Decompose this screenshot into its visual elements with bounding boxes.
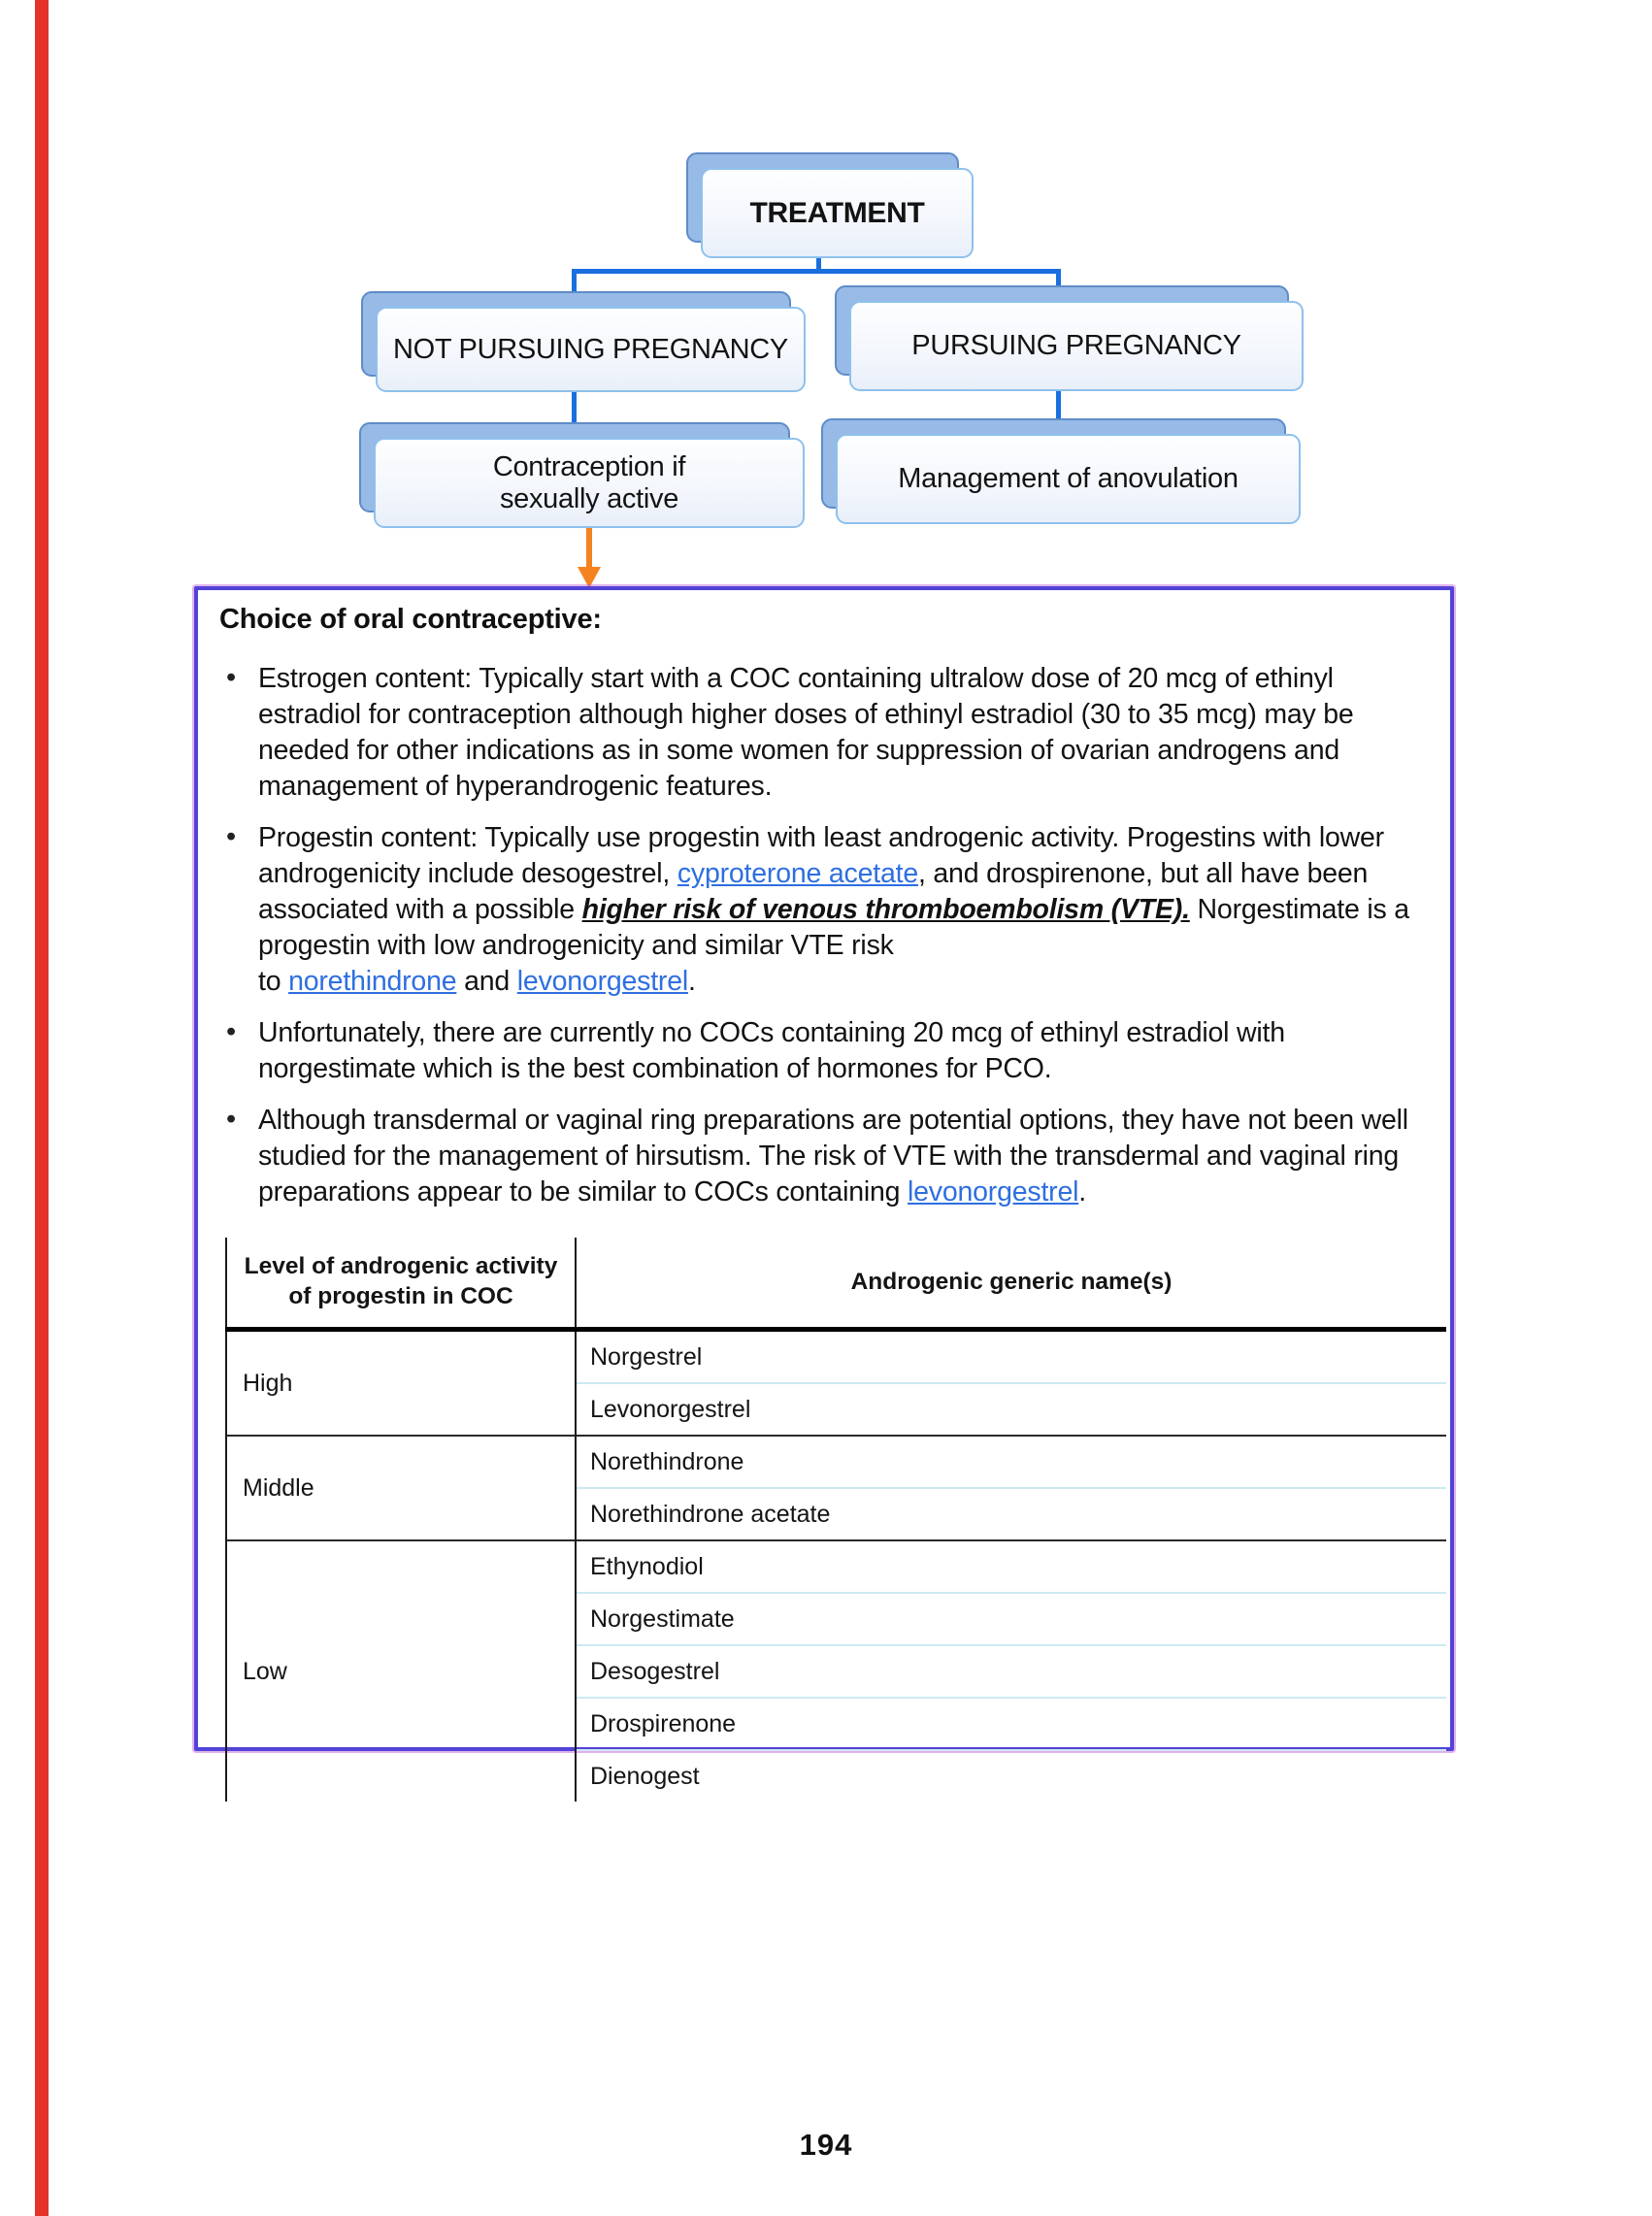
node-label: Contraception if sexually active: [374, 438, 805, 528]
bullet-text: .: [688, 966, 696, 997]
name-cell: Drospirenone: [576, 1698, 1446, 1750]
link-cyproterone-acetate[interactable]: cyproterone acetate: [677, 858, 918, 889]
name-cell: Norethindrone acetate: [576, 1488, 1446, 1540]
node-label: NOT PURSUING PREGNANCY: [376, 307, 806, 392]
bullet-text: Norgestimate is a progestin with low androgenicity and similar VTE risk: [258, 894, 1409, 961]
name-cell: Levonorgestrel: [576, 1383, 1446, 1436]
bullet-text: , and drospirenone, but all have been associated with a possible: [258, 858, 1369, 925]
left-margin-ribbon: [35, 0, 49, 2216]
level-cell-middle: Middle: [226, 1436, 576, 1540]
table-row: [226, 1330, 1446, 1384]
down-arrow-icon: [578, 567, 601, 588]
bullet-text: Estrogen content: Typically start with a COC containing ultralow dose of 20 mcg of ethinyl estradiol for contraception although higher doses of ethinyl estradiol (30 to 35 mcg) may be needed for other indications as in some women for suppression of ovarian androgens and management of hyperandrogenic features.: [258, 663, 1354, 802]
bullet-text: to: [258, 966, 289, 997]
name-cell: Norgestimate: [576, 1593, 1446, 1645]
bullet-text: Progestin content: Typically use progestin with least androgenic activity. Progestins with lower androgenicity include desogestrel,: [258, 822, 1384, 889]
bullet-text: Unfortunately, there are currently no COCs containing 20 mcg of ethinyl estradiol with norgestimate which is the best combination of hormones for PCO.: [258, 1017, 1285, 1084]
bullet-transdermal: [223, 1103, 1425, 1210]
callout-heading: Choice of oral contraceptive:: [219, 604, 602, 635]
level-cell-high: High: [226, 1330, 576, 1437]
flowchart-node-contraception: [374, 438, 805, 528]
link-levonorgestrel-2[interactable]: levonorgestrel: [908, 1176, 1079, 1207]
bullet-estrogen-content: [223, 661, 1425, 805]
name-cell: Dienogest: [576, 1750, 1446, 1802]
bullet-text: Although transdermal or vaginal ring preparations are potential options, they have not been well studied for the management of hirsutism. The risk of VTE with the transdermal and vaginal ring preparations appear to be similar to COCs containing: [258, 1105, 1408, 1207]
link-levonorgestrel[interactable]: levonorgestrel: [516, 966, 688, 997]
flowchart-node-not-pursuing-pregnancy: [376, 307, 806, 392]
connector-horizontal: [574, 269, 1061, 274]
oral-contraceptive-callout: [194, 586, 1454, 1790]
table-row: [226, 1540, 1446, 1593]
name-cell: Norethindrone: [576, 1436, 1446, 1488]
node-label: TREATMENT: [701, 168, 974, 258]
down-arrow-shaft: [586, 528, 592, 569]
flowchart-node-management-anovulation: [836, 434, 1301, 524]
name-cell: Norgestrel: [576, 1330, 1446, 1384]
bullet-no-cocs: [223, 1015, 1425, 1087]
name-cell: Desogestrel: [576, 1645, 1446, 1698]
node-label: PURSUING PREGNANCY: [849, 301, 1304, 391]
level-cell-low: Low: [226, 1540, 576, 1802]
header-level-of-activity: Level of androgenic activity of progestin in COC: [226, 1238, 576, 1330]
node-label: Management of anovulation: [836, 434, 1301, 524]
name-cell: Ethynodiol: [576, 1540, 1446, 1593]
bullet-text: .: [1078, 1176, 1086, 1207]
header-generic-names: Androgenic generic name(s): [576, 1238, 1446, 1330]
table-header-row: [226, 1238, 1446, 1330]
flowchart-node-treatment: [701, 168, 974, 258]
vte-emphasis-text: higher risk of venous thromboembolism (VTE).: [581, 894, 1190, 925]
bullet-progestin-content: [223, 820, 1425, 1000]
link-norethindrone[interactable]: norethindrone: [288, 966, 457, 997]
page-number: 194: [799, 2128, 853, 2162]
flowchart-node-pursuing-pregnancy: [849, 301, 1304, 391]
androgenic-activity-table: [225, 1238, 1446, 1802]
callout-bullet-list: [198, 661, 1450, 1210]
table-row: [226, 1436, 1446, 1488]
bullet-text: and: [456, 966, 517, 997]
